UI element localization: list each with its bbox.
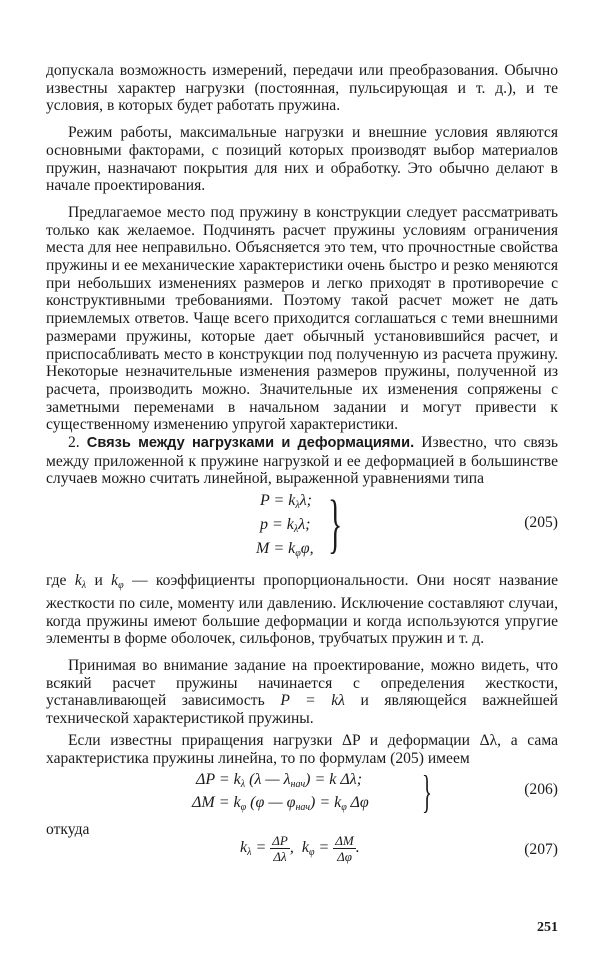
eq207-fraction-2: $\frac{\Delta M}{\Delta\varphi}$ xyxy=(335,832,354,864)
eq206-line1: $\Delta P = k_\lambda$ (λ — $\lambda_{нач}) = k$ Δλ; xyxy=(196,771,363,791)
section-paragraph xyxy=(46,434,558,488)
equation-207 xyxy=(46,831,558,871)
word-and: и xyxy=(94,572,103,590)
paragraph-1: допускала возможность измерений, передачи или преобразования. Обычно известны характер нагрузки (постоянная, пульсирующая и т. д.), и те условия, в которых будет работать пружина. xyxy=(46,62,558,115)
eq206-number: (206) xyxy=(524,781,558,799)
eq206-brace: } xyxy=(422,766,432,818)
paragraph-6 xyxy=(46,657,558,728)
eq205-number: (205) xyxy=(524,514,558,532)
paragraph-7: Если известны приращения нагрузки ΔP и деформации Δλ, а сама характеристика пружины линейна, то по формулам (205) имеем xyxy=(46,731,558,767)
paragraph-6-end: и являющейся важнейшей технической характеристикой пружины. xyxy=(46,692,558,728)
page-number: 251 xyxy=(537,920,558,935)
inline-formula: P = kλ xyxy=(280,692,345,710)
eq205-line1: $P = k_\lambda\lambda$; xyxy=(260,492,312,512)
paragraph-2: Режим работы, максимальные нагрузки и внешние условия являются основными факторами, с позиций которых производят выбор материалов пружин, назначают покрытия для них и обработку. Это обычно делают в начале проектирования. xyxy=(46,124,558,195)
eq205-line2: $p = k_\lambda\lambda$; xyxy=(260,516,311,536)
eq205-line3: $M = k_\varphi\varphi$, xyxy=(256,540,314,560)
eq205-brace: } xyxy=(328,487,343,561)
eq207-body: $k_\lambda$ = $\frac{\Delta P}{\Delta\lambda}$ , $k_\varphi$ = $\frac{\Delta M}{\Delta\varphi}$ . xyxy=(240,832,360,864)
eq207-number: (207) xyxy=(524,840,558,858)
page-body xyxy=(46,62,558,871)
paragraph-5: где $k_\lambda$ и $k_\varphi$ — коэффициенты пропорциональности. Они носят название жесткости по силе, моменту или давлению. Исключение составляют случаи, когда пружины имеют большие деформации и когда используются упругие элементы в форме оболочек, сильфонов, трубчатых пружин и т. д. xyxy=(46,572,558,648)
equation-206 xyxy=(46,767,558,819)
section-text: Известно, что связь между приложенной к пружине нагрузкой и ее деформацией в большинстве случаев можно считать линейной, выраженной уравнениями типа xyxy=(46,434,558,488)
eq207-fraction-1: $\frac{\Delta P}{\Delta\lambda}$ xyxy=(272,832,288,864)
equation-205 xyxy=(46,488,558,566)
eq206-line2: $\Delta M = k_\varphi$ (φ — $\varphi_{нач}) = k_\varphi$ Δφ xyxy=(192,794,369,814)
paragraph-3: Предлагаемое место под пружину в конструкции следует рассматривать только как желаемое. Подчинять расчет пружины условиям ограничения места для нее неправильно. Объясняется это тем, что прочностные свойства пружины и ее механические характеристики очень быстро и резко меняются при небольших изменениях размеров и легко приходят в противоречие с конструктивными требованиями. Поэтому такой расчет может не дать приемлемых ответов. Чаще всего приходится соглашаться с теми внешними размерами пружины, которые дает обычный установившийся расчет, и приспосабливать место в конструкции под полученную из расчета пружину. Некоторые незначительные изменения размеров пружины, полученной из расчета, производить можно. Значительные их изменения сопряжены с заметными переменами в начальном задании и могут привести к существенному изменению упругой характеристики. xyxy=(46,203,558,434)
paragraph-6-text: Принимая во внимание задание на проектирование, можно видеть, что всякий расчет пружины начинается с определения жесткости, устанавливающей зависимость xyxy=(46,656,558,710)
section-number: 2. xyxy=(68,434,80,452)
paragraph-5-text: — коэффициенты пропорциональности. Они носят название жесткости по силе, моменту или давлению. Исключение составляют случаи, когда пружины имеют большие деформации и когда используются упругие элементы в форме оболочек, сильфонов, трубчатых пружин и т. д. xyxy=(46,572,558,648)
word-where: где xyxy=(46,572,67,590)
paragraph-8: откуда xyxy=(46,821,90,839)
section-heading: Связь между нагрузками и деформациями. xyxy=(86,435,415,452)
